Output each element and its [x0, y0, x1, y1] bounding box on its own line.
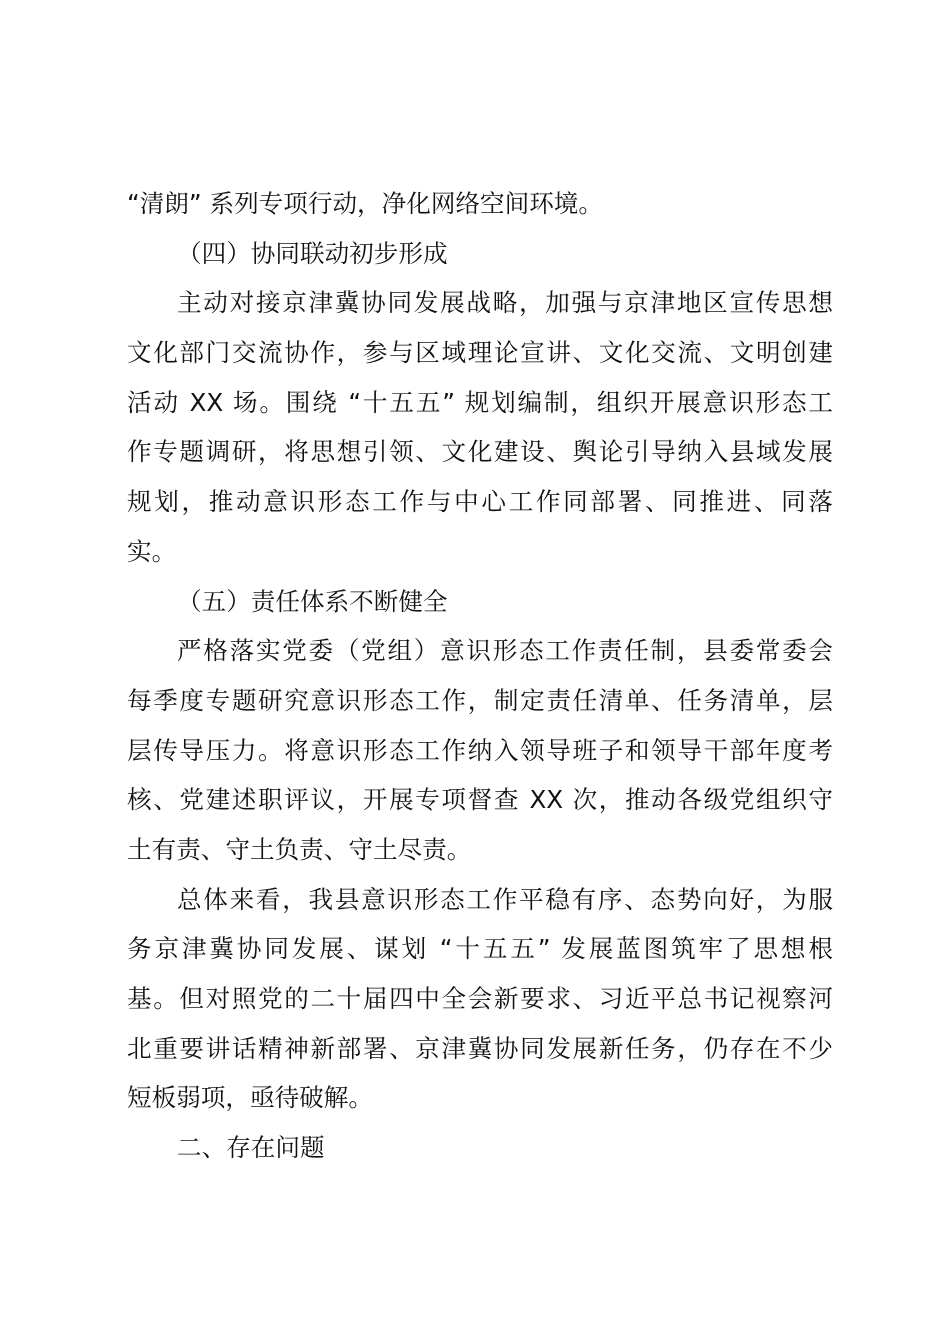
paragraph-line: 文化部门交流协作，参与区域理论宣讲、文化交流、文明创建 [127, 338, 833, 368]
paragraph-line: 土有责、守土负责、守土尽责。 [127, 834, 472, 864]
paragraph-line: 主动对接京津冀协同发展战略，加强与京津地区宣传思想 [177, 288, 833, 318]
paragraph-line: 层传导压力。将意识形态工作纳入领导班子和领导干部年度考 [127, 735, 833, 765]
paragraph-line: 北重要讲话精神新部署、京津冀协同发展新任务，仍存在不少 [127, 1033, 833, 1063]
paragraph-line: 规划，推动意识形态工作与中心工作同部署、同推进、同落 [127, 487, 833, 517]
paragraph-line: 严格落实党委（党组）意识形态工作责任制，县委常委会 [177, 636, 833, 666]
paragraph-line: 活动 XX 场。围绕 “十五五” 规划编制，组织开展意识形态工 [127, 387, 833, 417]
paragraph-line: 实。 [127, 536, 177, 566]
paragraph-line: 务京津冀协同发展、谋划 “十五五” 发展蓝图筑牢了思想根 [127, 934, 833, 964]
paragraph-line: 作专题调研，将思想引领、文化建设、舆论引导纳入县域发展 [127, 437, 833, 467]
paragraph-line: 总体来看，我县意识形态工作平稳有序、态势向好，为服 [177, 884, 833, 914]
section-heading-5: （五）责任体系不断健全 [177, 586, 448, 616]
paragraph-tail-line: “清朗” 系列专项行动，净化网络空间环境。 [127, 189, 603, 218]
paragraph-line: 每季度专题研究意识形态工作，制定责任清单、任务清单，层 [127, 685, 833, 715]
paragraph-line: 短板弱项，亟待破解。 [127, 1083, 373, 1113]
section-heading-2: 二、存在问题 [177, 1133, 325, 1163]
paragraph-line: 基。但对照党的二十届四中全会新要求、习近平总书记视察河 [127, 984, 833, 1013]
document-body [127, 184, 833, 1178]
section-heading-4: （四）协同联动初步形成 [177, 238, 448, 268]
paragraph-line: 核、党建述职评议，开展专项督查 XX 次，推动各级党组织守 [127, 785, 833, 815]
